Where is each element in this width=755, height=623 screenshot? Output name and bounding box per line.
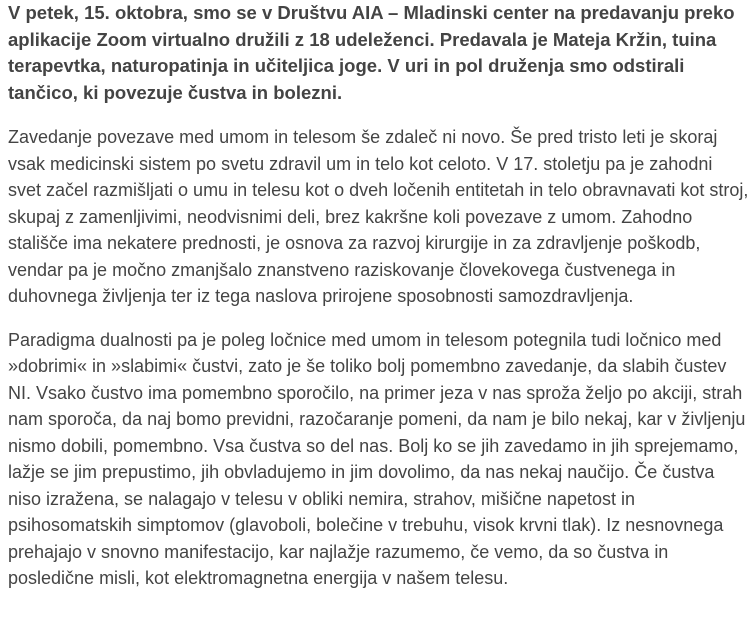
article-paragraph-2: Paradigma dualnosti pa je poleg ločnice med umom in telesom potegnila tudi ločnico med »dobrimi« in »slabimi« čustvi, zato je še toliko bolj pomembno zavedanje, da slabih čustev NI. Vsako čustvo ima pomembno sporočilo, na primer jeza v nas sproža željo po akciji, strah nam sporoča, da naj bomo previdni, razočaranje pomeni, da nam je bilo nekaj, kar v življenju nismo dobili, pomembno. Vsa čustva so del nas. Bolj ko se jih zavedamo in jih sprejemamo, lažje se jim prepustimo, jih obvladujemo in jim dovolimo, da nas nekaj naučijo. Če čustva niso izražena, se nalagajo v telesu v obliki nemira, strahov, mišične napetost in psihosomatskih simptomov (glavoboli, bolečine v trebuhu, visok krvni tlak). Iz nesnovnega prehajajo v snovno manifestacijo, kar najlažje razumemo, če vemo, da so čustva in posledične misli, kot elektromagnetna energija v našem telesu.	[8, 329, 746, 588]
article-paragraph-1: Zavedanje povezave med umom in telesom še zdaleč ni novo. Še pred tristo leti je skoraj vsak medicinski sistem po svetu zdravil um in telo kot celoto. V 17. stoletju pa je zahodni svet začel razmišljati o umu in telesu kot o dveh ločenih entitetah in telo obravnavati kot stroj, skupaj z zamenljivimi, neodvisnimi deli, brez kakršne koli povezave z umom. Zahodno stališče ima nekatere prednosti, je osnova za razvoj kirurgije in za zdravljenje poškodb, vendar pa je močno zmanjšalo znanstveno raziskovanje človekovega čustvenega in duhovnega življenja ter iz tega naslova prirojene sposobnosti samozdravljenja.	[8, 127, 749, 306]
article-lead: V petek, 15. oktobra, smo se v Društvu AIA – Mladinski center na predavanju preko aplikacije Zoom virtualno družili z 18 udeleženci. Predavala je Mateja Kržin, tuina terapevtka, naturopatinja in učiteljica joge. V uri in pol druženja smo odstirali tančico, ki povezuje čustva in bolezni.	[8, 2, 735, 103]
